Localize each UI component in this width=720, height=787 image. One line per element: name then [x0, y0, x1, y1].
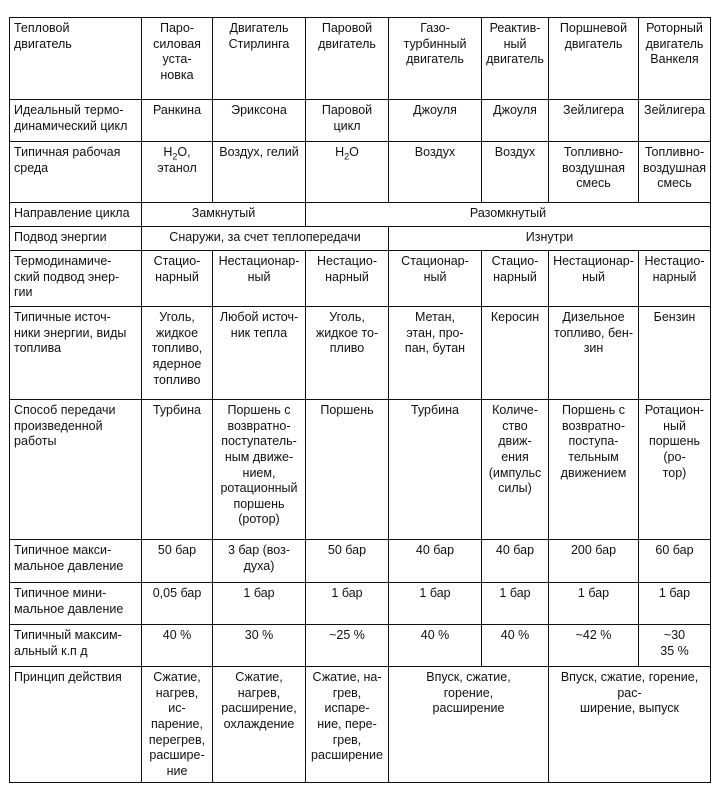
cell: 40 бар — [389, 540, 482, 583]
row-label: Термодинамиче- ский подвод энер- гии — [10, 251, 142, 307]
row-label: Идеальный термо- динамический цикл — [10, 100, 142, 142]
cell: Паровой цикл — [306, 100, 389, 142]
cell: 40 % — [142, 625, 213, 667]
row-medium — [10, 142, 711, 203]
cell: Сжатие, нагрев, ис- парение, перегрев, расшире- ние — [142, 667, 213, 783]
engine-comparison-table — [9, 17, 711, 783]
cell: 1 бар — [213, 583, 306, 625]
row-efficiency — [10, 625, 711, 667]
row-label: Принцип действия — [10, 667, 142, 783]
cell: Стацио- нарный — [482, 251, 549, 307]
cell: Джоуля — [389, 100, 482, 142]
cell: Турбина — [142, 400, 213, 540]
cell: Топливно- воздушная смесь — [549, 142, 639, 203]
formula-tail: O — [349, 145, 359, 159]
formula-subscript: 2 — [344, 151, 350, 162]
cell: 0,05 бар — [142, 583, 213, 625]
row-thermo-input — [10, 251, 711, 307]
cell: Поршень с возвратно- поступатель- ным движе- нием, ротационный поршень (ротор) — [213, 400, 306, 540]
cell: 1 бар — [306, 583, 389, 625]
cell-external-input: Снаружи, за счет теплопередачи — [142, 227, 389, 251]
cell-open-cycle: Разомкнутый — [306, 203, 711, 227]
cell: 40 % — [482, 625, 549, 667]
cell: Нестационар- ный — [213, 251, 306, 307]
row-cycle-direction — [10, 203, 711, 227]
cell: Джоуля — [482, 100, 549, 142]
cell: Сжатие, нагрев, расширение, охлаждение — [213, 667, 306, 783]
header-engine: Газо- турбинный двигатель — [389, 18, 482, 100]
cell: Эриксона — [213, 100, 306, 142]
cell: 30 % — [213, 625, 306, 667]
row-label: Типичное мини- мальное давление — [10, 583, 142, 625]
cell: Ранкина — [142, 100, 213, 142]
row-label: Способ передачи произведенной работы — [10, 400, 142, 540]
cell: Зейлигера — [639, 100, 711, 142]
cell: Количе- ство движ- ения (импульс силы) — [482, 400, 549, 540]
cell: ~30 35 % — [639, 625, 711, 667]
cell: Воздух, гелий — [213, 142, 306, 203]
formula-main: H — [163, 145, 173, 159]
cell: Нестацио- нарный — [639, 251, 711, 307]
row-ideal-cycle — [10, 100, 711, 142]
cell: Воздух — [389, 142, 482, 203]
header-engine: Роторный двигатель Ванкеля — [639, 18, 711, 100]
cell: Любой источ- ник тепла — [213, 307, 306, 400]
cell: 40 % — [389, 625, 482, 667]
cell: Бензин — [639, 307, 711, 400]
formula-main: H — [335, 145, 345, 159]
row-min-pressure — [10, 583, 711, 625]
row-label: Типичный максим- альный к.п д — [10, 625, 142, 667]
cell: Уголь, жидкое топливо, ядерное топливо — [142, 307, 213, 400]
cell-piston-rotary-principle: Впуск, сжатие, горение, рас- ширение, выпуск — [549, 667, 711, 783]
cell: Ротацион- ный поршень (ро- тор) — [639, 400, 711, 540]
cell: Поршень с возвратно- поступа- тельным движением — [549, 400, 639, 540]
row-max-pressure — [10, 540, 711, 583]
row-label: Типичная рабочая среда — [10, 142, 142, 203]
header-engine: Реактив- ный двигатель — [482, 18, 549, 100]
cell: Нестационар- ный — [549, 251, 639, 307]
cell: 3 бар (воз- духа) — [213, 540, 306, 583]
cell: 60 бар — [639, 540, 711, 583]
cell: ~42 % — [549, 625, 639, 667]
header-engine: Поршневой двигатель — [549, 18, 639, 100]
cell-closed-cycle: Замкнутый — [142, 203, 306, 227]
cell-turbine-jet-principle: Впуск, сжатие, горение, расширение — [389, 667, 549, 783]
cell: 1 бар — [639, 583, 711, 625]
cell: Стацио- нарный — [142, 251, 213, 307]
cell — [306, 142, 389, 203]
cell: Воздух — [482, 142, 549, 203]
cell: Турбина — [389, 400, 482, 540]
cell: 50 бар — [306, 540, 389, 583]
cell: 1 бар — [549, 583, 639, 625]
cell: Топливно- воздушная смесь — [639, 142, 711, 203]
cell: Уголь, жидкое то- пливо — [306, 307, 389, 400]
row-energy-sources — [10, 307, 711, 400]
cell-internal-input: Изнутри — [389, 227, 711, 251]
row-label: Направление цикла — [10, 203, 142, 227]
cell: ~25 % — [306, 625, 389, 667]
cell: 1 бар — [389, 583, 482, 625]
cell — [142, 142, 213, 203]
cell: 200 бар — [549, 540, 639, 583]
row-label: Типичные источ- ники энергии, виды топлива — [10, 307, 142, 400]
cell: Нестацио- нарный — [306, 251, 389, 307]
row-label: Типичное макси- мальное давление — [10, 540, 142, 583]
row-label: Подвод энергии — [10, 227, 142, 251]
formula-subscript: 2 — [172, 151, 178, 162]
header-engine: Паровой двигатель — [306, 18, 389, 100]
engine-comparison-table-wrapper — [9, 17, 711, 783]
row-work-transfer — [10, 400, 711, 540]
cell: Метан, этан, про- пан, бутан — [389, 307, 482, 400]
cell: Керосин — [482, 307, 549, 400]
header-engine: Двигатель Стирлинга — [213, 18, 306, 100]
cell: 50 бар — [142, 540, 213, 583]
cell: Стационар- ный — [389, 251, 482, 307]
row-principle — [10, 667, 711, 783]
header-label: Тепловой двигатель — [10, 18, 142, 100]
row-energy-input — [10, 227, 711, 251]
cell: 1 бар — [482, 583, 549, 625]
cell: Сжатие, на- грев, испаре- ние, пере- грев, расширение — [306, 667, 389, 783]
header-engine: Паро- силовая уста- новка — [142, 18, 213, 100]
cell: Поршень — [306, 400, 389, 540]
cell: 40 бар — [482, 540, 549, 583]
cell: Зейлигера — [549, 100, 639, 142]
formula-tail: O, этанол — [157, 145, 197, 175]
header-row — [10, 18, 711, 100]
cell: Дизельное топливо, бен- зин — [549, 307, 639, 400]
